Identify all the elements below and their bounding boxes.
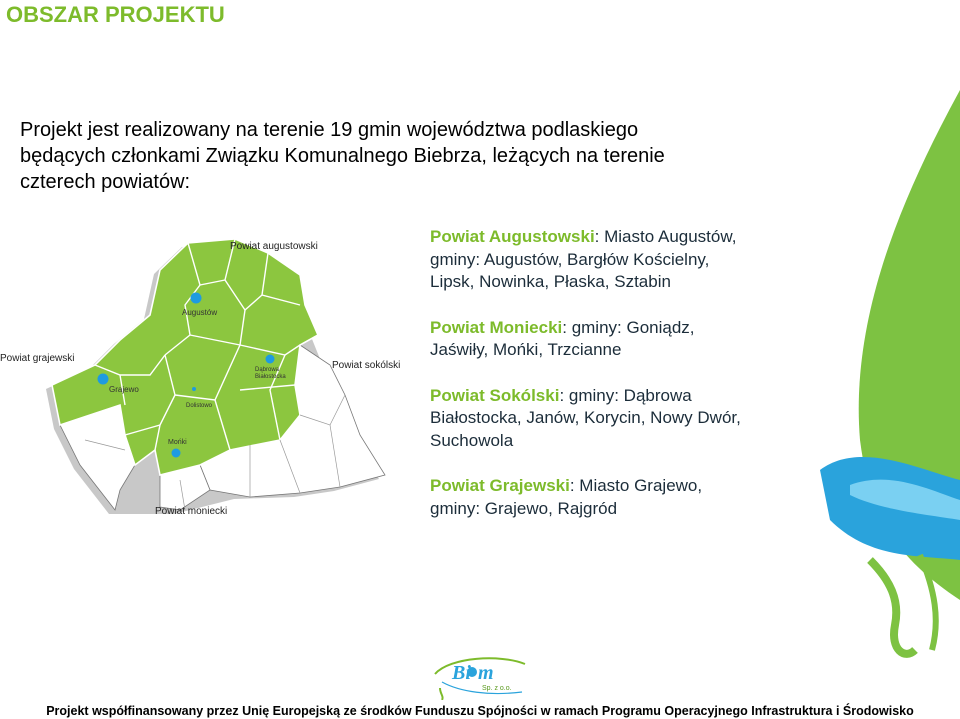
town-monki: Mońki	[168, 439, 187, 446]
augustow-dot	[191, 293, 202, 304]
powiat-line	[430, 317, 810, 340]
powiat-line: Jaświły, Mońki, Trzcianne	[430, 340, 622, 359]
town-grajewo: Grajewo	[109, 385, 139, 394]
powiat-name: Powiat Moniecki	[430, 317, 563, 337]
project-area-map	[0, 225, 410, 525]
powiat-line: gminy: Augustów, Bargłów Kościelny,	[430, 249, 710, 269]
town-bialostocka: Białostocka	[255, 374, 286, 380]
powiat-desc: : gminy: Goniądz,	[562, 317, 695, 337]
label-powiat-sokolski: Powiat sokólski	[332, 360, 401, 371]
intro-line: Projekt jest realizowany na terenie 19 gmin województwa podlaskiego	[20, 119, 639, 141]
powiat-desc: : gminy: Dąbrowa	[559, 385, 692, 405]
dolistowo-dot	[192, 387, 196, 391]
powiat-name: Powiat Grajewski	[430, 476, 570, 495]
town-dolistowo: Dolistowo	[186, 403, 213, 409]
powiat-line: Białostocka, Janów, Korycin, Nowy Dwór,	[430, 408, 741, 427]
powiat-sokolski	[430, 385, 810, 453]
powiat-name: Powiat Augustowski	[430, 227, 595, 246]
powiat-grajewski	[430, 475, 810, 520]
powiat-line	[430, 226, 810, 249]
label-powiat-moniecki: Powiat moniecki	[155, 506, 228, 517]
powiat-moniecki	[430, 317, 810, 362]
town-dabrowa: Dąbrowa	[255, 367, 280, 373]
powiat-line	[430, 385, 810, 408]
powiat-name: Powiat Sokólski	[430, 385, 560, 405]
powiat-list	[430, 226, 810, 543]
grajewo-dot	[98, 374, 109, 385]
page-title: OBSZAR PROJEKTU	[6, 2, 225, 27]
powiat-desc: : Miasto Augustów,	[594, 227, 737, 246]
powiat-line: gminy: Grajewo, Rajgród	[430, 498, 618, 518]
biom-logo	[430, 652, 530, 700]
monki-dot	[172, 449, 181, 458]
svg-text:Bi: Bi	[452, 662, 471, 684]
label-powiat-augustowski: Powiat augustowski	[230, 241, 318, 252]
powiat-augustowski	[430, 226, 810, 294]
town-augustow: Augustów	[182, 308, 218, 317]
intro-line: czterech powiatów:	[20, 171, 191, 193]
footer-text: Projekt współfinansowany przez Unię Europejską ze środków Funduszu Spójności w ramach Programu Operacyjnego Infrastruktura i Środowisko	[46, 704, 914, 718]
intro-line: będących członkami Związku Komunalnego Biebrza, leżących na terenie	[20, 145, 665, 167]
powiat-desc: : Miasto Grajewo,	[569, 476, 703, 495]
powiat-line	[430, 475, 810, 498]
svg-text:m: m	[478, 662, 494, 684]
powiat-line: Suchowola	[430, 430, 514, 450]
dabrowa-dot	[266, 355, 275, 364]
logo-sub: Sp. z o.o.	[482, 685, 512, 692]
intro-text	[20, 117, 780, 195]
label-powiat-grajewski: Powiat grajewski	[0, 353, 75, 364]
powiat-line: Lipsk, Nowinka, Płaska, Sztabin	[430, 272, 671, 291]
